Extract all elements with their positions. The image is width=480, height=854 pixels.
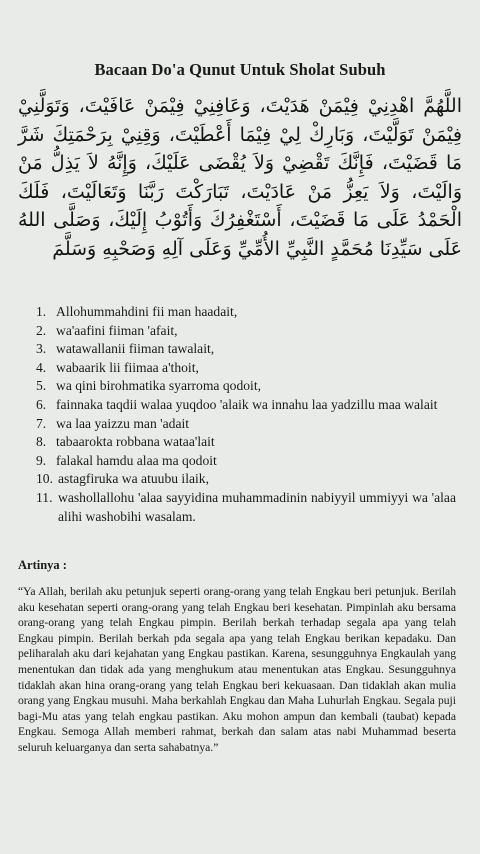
list-item — [36, 489, 456, 526]
list-item — [36, 322, 456, 341]
item-text: tabaarokta robbana wataa'lait — [56, 434, 215, 450]
list-item — [36, 470, 456, 489]
list-item — [36, 433, 456, 452]
list-item — [36, 303, 456, 322]
item-text: Allohummahdini fii man haadait, — [56, 304, 238, 319]
item-text: wabaarik lii fiimaa a'thoit, — [56, 359, 199, 375]
item-text: wa qini birohmatika syarroma qodoit, — [56, 378, 261, 394]
item-number: 2. — [36, 322, 47, 338]
transliteration-list — [36, 303, 456, 526]
item-text: washollallohu 'alaa sayyidina muhammadinin nabiyyil ummiyyi wa 'alaa alihi washobihi wasalam. — [58, 489, 456, 524]
item-number: 8. — [36, 434, 47, 450]
item-number: 1. — [36, 304, 47, 319]
item-text: watawallanii fiiman tawalait, — [56, 341, 215, 357]
item-text: wa'aafini fiiman 'afait, — [56, 322, 178, 338]
item-number: 10. — [36, 471, 53, 487]
list-item — [36, 415, 456, 434]
item-number: 3. — [36, 341, 47, 357]
item-text: falakal hamdu alaa ma qodoit — [56, 452, 217, 468]
item-text: wa laa yaizzu man 'adait — [56, 415, 190, 431]
item-number: 11. — [36, 489, 53, 505]
item-number: 9. — [36, 452, 47, 468]
item-text: fainnaka taqdii walaa yuqdoo 'alaik wa innahu laa yadzillu maa walait — [56, 396, 438, 412]
list-item — [36, 452, 456, 471]
item-number: 5. — [36, 378, 47, 394]
item-number: 4. — [36, 359, 47, 375]
page-title: Bacaan Do'a Qunut Untuk Sholat Subuh — [94, 60, 386, 79]
item-text: astagfiruka wa atuubu ilaik, — [58, 471, 209, 487]
item-number: 6. — [36, 396, 47, 412]
list-item — [36, 340, 456, 359]
translation-paragraph: “Ya Allah, berilah aku petunjuk seperti orang-orang yang telah Engkau beri petunjuk. Berilah aku kesehatan seperti orang-orang yang telah Engkau beri kesehatan. Pimpinlah aku bersama orang-orang yang telah Engkau pimpin. Berilah berkah terhadap segala apa yang telah Engkau pimpin. Berilah berkah pda segala apa yang telah Engkau berikan kepadaku. Dan peliharalah aku dari kejahatan yang Engkau pastikan. Karena, sesungguhnya Engkaulah yang menentukan dan tidak ada yang menghukum atau menentukan atas Engkau. Sesungguhnya tidaklah akan hina orang-orang yang telah Engkau beri kekuasaan. Dan tidaklah akan mulia orang yang Engkau musuhi. Maha berkahlah Engkau dan Maha Luhurlah Engkau. Segala puji bagi-Mu atas yang telah engkau pastikan. Aku mohon ampun dan kembali (taubat) kepada Engkau. Semoga Allah memberi rahmat, berkah dan salam atas nabi Muhammad beserta seluruh keluarganya dan serta sahabatnya.” — [18, 585, 456, 754]
translation-heading: Artinya : — [18, 558, 67, 572]
item-number: 7. — [36, 415, 47, 431]
list-item — [36, 396, 456, 415]
arabic-prayer-text: اللَّهُمَّ اهْدِنِيْ فِيْمَنْ هَدَيْتَ، وَعَافِنِيْ فِيْمَنْ عَافَيْتَ، وَتَوَلَّنِيْ فِيْمَنْ تَوَلَّيْتَ، وَبَارِكْ لِيْ فِيْمَا أَعْطَيْتَ، وَقِنِيْ بِرَحْمَتِكَ شَرَّ مَا قَضَيْتَ، فَإِنَّكَ تَقْضِيْ وَلاَ يُقْضَى عَلَيْكَ، وَإِنَّهُ لاَ يَذِلُّ مَنْ وَالَيْتَ، وَلاَ يَعِزُّ مَنْ عَادَيْتَ، تَبَارَكْتَ رَبَّنَا وَتَعَالَيْتَ، فَلَكَ الْحَمْدُ عَلَى مَا قَضَيْتَ، أَسْتَغْفِرُكَ وَأَتُوْبُ إِلَيْكَ، وَصَلَّى اللهُ عَلَى سَيِّدِنَا مُحَمَّدٍ النَّبِيِّ الأُمِّيِّ وَعَلَى آلِهِ وَصَحْبِهِ وَسَلَّمَ — [18, 95, 462, 260]
list-item — [36, 377, 456, 396]
list-item — [36, 359, 456, 378]
